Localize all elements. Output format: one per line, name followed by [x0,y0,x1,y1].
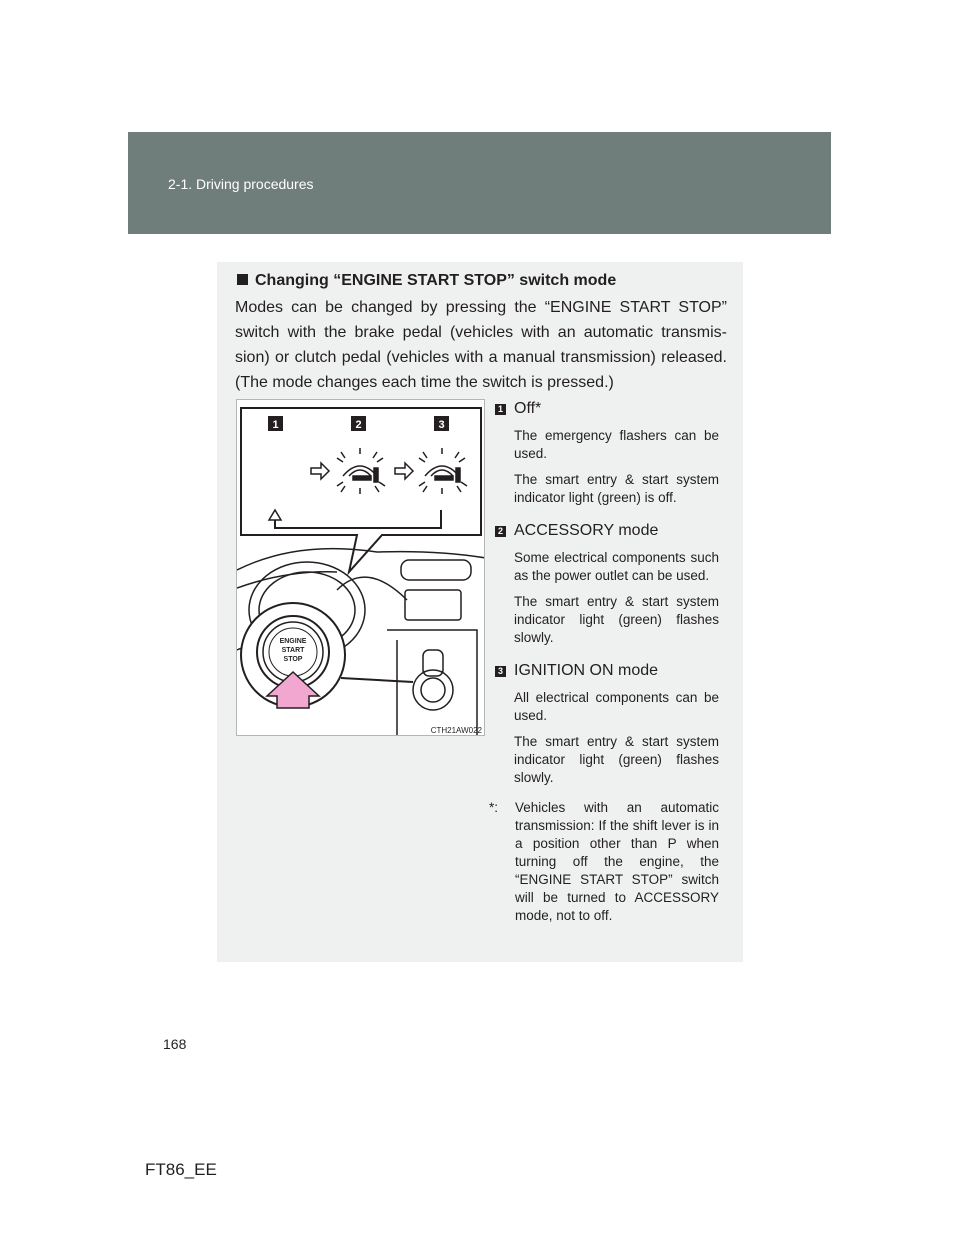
mode-title: IGNITION ON mode [514,662,659,679]
mode-desc: The smart entry & start system indicator light (green) flashes slowly. [514,734,719,785]
section-breadcrumb: 2-1. Driving procedures [168,176,314,192]
mode-title: ACCESSORY mode [514,522,659,539]
mode-desc: The smart entry & start system indicator light (green) is off. [514,472,719,505]
footnote-mark: *: [489,800,499,815]
mode-off [495,399,719,507]
illustration-code: CTH21AW022 [430,726,482,735]
footnote [489,799,719,925]
header-band [128,132,831,234]
page-number: 168 [163,1036,187,1052]
bullet-square-icon [237,274,248,285]
button-text-engine: ENGINE [279,638,307,645]
mode-list [489,399,719,925]
section-title [237,272,616,290]
intro-paragraph: Modes can be changed by pressing the “ENGINE START STOP” switch with the brake pedal (vehicles with an automatic transmis-sion) or clutch pedal (vehicles with a manual transmission) released. (The mode changes each time the switch is pressed.) [235,299,727,391]
illustration-svg [237,400,485,736]
section-title-text: Changing “ENGINE START STOP” switch mode [255,272,617,289]
mode-desc: All electrical components can be used. [514,690,719,723]
document-code: FT86_EE [145,1160,217,1179]
engine-switch-illustration [236,399,485,736]
footnote-text: Vehicles with an automatic transmission: If the shift lever is in a position other than P when turning off the engine, the “ENGINE START STOP” switch will be turned to ACCESSORY mode, not to off. [515,800,719,923]
mode-ignition-on [495,661,719,787]
info-panel [217,262,743,962]
button-text-start: START [281,647,305,654]
label-3: 3 [438,419,445,431]
label-1: 1 [272,419,279,431]
button-text-stop: STOP [283,656,303,663]
mode-title: Off* [514,400,542,417]
mode-number: 3 [495,666,506,677]
mode-desc: The emergency flashers can be used. [514,428,719,461]
mode-desc: The smart entry & start system indicator light (green) flashes slowly. [514,594,719,645]
mode-number: 1 [495,404,506,415]
label-2: 2 [355,419,362,431]
mode-number: 2 [495,526,506,537]
mode-desc: Some electrical components such as the power outlet can be used. [514,550,719,583]
mode-accessory [495,521,719,647]
